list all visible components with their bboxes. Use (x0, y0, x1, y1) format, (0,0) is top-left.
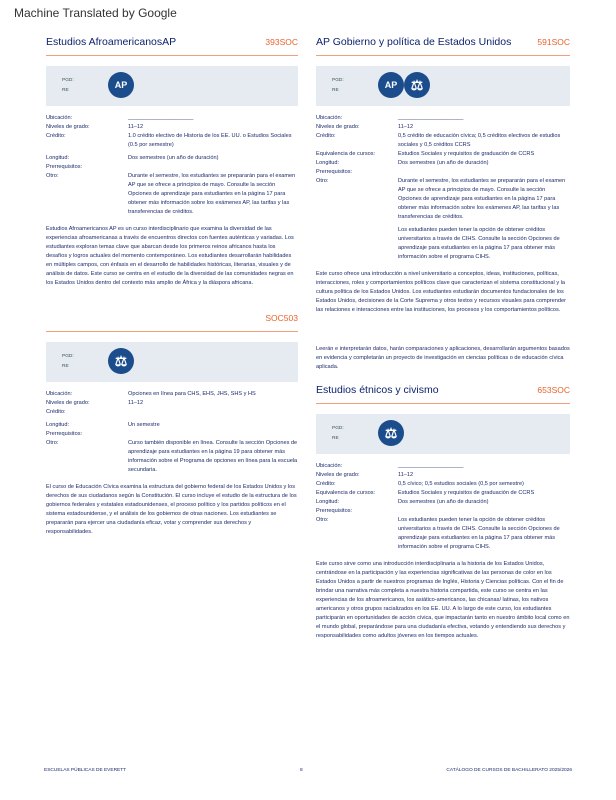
course-header (316, 386, 570, 400)
course-code: SOC503 (265, 313, 298, 323)
detail-row: Niveles de grado: 11–12 (316, 124, 414, 130)
course-header (46, 38, 298, 52)
footer-district: ESCUELAS PÚBLICAS DE EVERETT (44, 768, 127, 773)
detail-row: Crédito: 1.0 crédito electivo de Historia de los EE. UU. o Estudios Sociales (0.5 por semestre) (46, 133, 292, 148)
detail-row: Prerrequisitos: (316, 169, 353, 175)
course-description: Este curso ofrece una introducción a nivel universitario a conceptos, ideas, instituciones, políticas, interacciones, roles y comportamientos políticos clave que caracterizan el sistema constitucional y la cultura política de los Estados Unidos. Los estudiantes estudiarán documentos fundacionales de los Estados Unidos, decisiones de la Corte Suprema y otros textos y recursos visuales para comprender las relaciones e interacciones entre las instituciones, los procesos y los comportamientos políticos. (316, 271, 566, 313)
detail-row: Longitud: Dos semestres (un año de duración) (316, 499, 489, 505)
course-header (316, 38, 570, 52)
ap-badge-icon: AP (378, 72, 404, 98)
course-details (316, 462, 570, 552)
machine-translation-banner: Machine Translated by Google (0, 0, 616, 22)
detail-row: Niveles de grado: 11–12 (46, 124, 144, 130)
course-code: 393SOC (265, 37, 298, 47)
civics-badge-icon: ⚖ (108, 348, 134, 374)
header-rule (46, 55, 298, 56)
right-column (316, 38, 570, 641)
detail-row: Prerrequisitos: (316, 508, 353, 514)
course-title: Estudios AfroamericanosAP (46, 36, 177, 48)
course-description: El curso de Educación Cívica examina la estructura del gobierno federal de los Estados Unidos y los derechos de sus ciudadanos según la Constitución. El curso incluye el estudio de la estructura de los gobiernos federales y estatales estadounidenses, el proceso político y los partidos políticos en el sistema estadounidense, y el análisis de los gobiernos de otras naciones. Los estudiantes se prepararán para ejercer una ciudadanía eficaz, votar y comprender sus derechos y responsabilidades. (46, 484, 297, 535)
header-rule (316, 55, 570, 56)
detail-row: Equivalencia de cursos: Estudios Sociales y requisitos de graduación de CCRS (316, 490, 535, 496)
detail-row: Ubicación: Opciones en línea para CHS, EHS, JHS, SHS y HS (46, 391, 256, 397)
panel-label-re: RE (62, 364, 69, 369)
footer-catalog-title: CATÁLOGO DE CURSOS DE BACHILLERATO 2025/2026 (446, 768, 572, 773)
detail-row: Longitud: Dos semestres (un año de duración) (316, 160, 489, 166)
header-rule (46, 331, 298, 332)
left-column (46, 38, 298, 537)
detail-row: Niveles de grado: 11–12 (316, 472, 414, 478)
detail-row: Otro: Curso también disponible en línea. Consulte la sección Opciones de aprendizaje para estudiantes en la página 19 para obtener más información sobre el Programa de opciones en línea para la escuela secundaria. (46, 440, 298, 473)
panel-label-pgd: PGD: (62, 354, 74, 359)
course-code: 653SOC (537, 385, 570, 395)
detail-row: Otro: Durante el semestre, los estudiantes se prepararán para el examen AP que se ofrece a principios de mayo. Consulte la sección Opciones de aprendizaje para estudiantes en la página 17 para obtener más información sobre los exámenes AP, las tarifas y las transferencias de créditos. (46, 173, 296, 215)
course-details (316, 114, 570, 262)
detail-row: Crédito: 0,5 cívico; 0,5 estudios sociales (0,5 por semestre) (316, 481, 524, 487)
course-details (46, 390, 298, 475)
footer-page-number: 8 (300, 768, 303, 773)
course-code: 591SOC (537, 37, 570, 47)
course-description: Estudios Afroamericanos AP es un curso interdisciplinario que examina la diversidad de las experiencias afroamericanas a través de encuentros directos con fuentes auténticas y variadas. Los estudiantes exploran temas clave que abarcan desde los primeros reinos africanos hasta los desafíos y logros actuales del momento contemporáneo. Los estudiantes desarrollarán habilidades en múltiples campos, con énfasis en el desarrollo de habilidades históricas, literarias, visuales y de análisis de datos. Este curso se centra en el estudio de la diversidad de las comunidades negras en los Estados Unidos dentro del contexto más amplio de África y la diáspora africana. (46, 226, 294, 286)
detail-row: Otro: Los estudiantes pueden tener la opción de obtener créditos universitarios a través de CIHS. Consulte la sección Opciones de aprendizaje para estudiantes en la página 17 para obtener más información sobre el programa CIHS. (316, 517, 560, 550)
detail-row: Niveles de grado: 11–12 (46, 400, 144, 406)
panel-label-pgd: PGD: (332, 426, 344, 431)
course-details (46, 114, 298, 217)
course-info-panel (316, 414, 570, 454)
header-rule (316, 403, 570, 404)
ap-badge-icon: AP (108, 72, 134, 98)
detail-row: Los estudiantes pueden tener la opción de obtener créditos universitarios a través de CIHS. Consulte la sección Opciones de aprendizaje para estudiantes en la página 17 para obtener más información sobre el programa CIHS. (398, 227, 560, 260)
course-info-panel (316, 66, 570, 106)
panel-label-re: RE (62, 88, 69, 93)
course-info-panel (46, 342, 298, 382)
detail-row: Longitud: Un semestre (46, 422, 160, 428)
course-title: Estudios étnicos y civismo (316, 384, 439, 396)
course-info-panel (46, 66, 298, 106)
panel-label-re: RE (332, 88, 339, 93)
panel-label-pgd: PGD: (62, 78, 74, 83)
detail-row: Prerrequisitos: (46, 431, 83, 437)
detail-row: Prerrequisitos: (46, 164, 83, 170)
detail-row: Otro: Durante el semestre, los estudiantes se prepararán para el examen AP que se ofrece a principios de mayo. Consulte la sección Opciones de aprendizaje para estudiantes en la página 17 para obtener más información sobre los exámenes AP, las tarifas y las transferencias de créditos. (316, 178, 566, 220)
detail-row: Equivalencia de cursos: Estudios Sociales y requisitos de graduación de CCRS (316, 151, 535, 157)
panel-label-re: RE (332, 436, 339, 441)
detail-row: Longitud: Dos semestres (un año de duración) (46, 155, 219, 161)
course-description: Este curso sirve como una introducción interdisciplinaria a la historia de los Estados Unidos, centrándose en la participación y las experiencias significativas de las personas de color en los Estados Unidos a partir de nuestros programas de Inglés, Historia y Ciencias políticas. Con el fin de brindar una narrativa más completa a nuestra historia compartida, este curso se centra en las experiencias de los afroamericanos, los asiático-americanos, las chicanas/ latinas, los nativos americanos y otros grupos racializados en los EE. UU. A lo largo de este curso, los estudiantes participarán en oportunidades de acción cívica, que impactarán tanto en nuestro ámbito local como en el mundo global, preparándose para una ciudadanía efectiva, votando y entendiendo sus derechos y responsabilidades como adultos jóvenes en los tiempos actuales. (316, 561, 570, 639)
detail-row: Ubicación: _____________________ (316, 115, 464, 121)
course-title: AP Gobierno y política de Estados Unidos (316, 36, 512, 48)
course-description-continued: Leerán e interpretarán datos, harán comparaciones y aplicaciones, desarrollarán argumentos basados en evidencia y completarán un proyecto de investigación en ciencias políticas o de educación cívica aplicada. (316, 346, 570, 370)
detail-row: Crédito: (46, 409, 66, 415)
civics-badge-icon: ⚖ (404, 72, 430, 98)
civics-badge-icon: ⚖ (378, 420, 404, 446)
panel-label-pgd: PGD: (332, 78, 344, 83)
detail-row: Ubicación: _____________________ (316, 463, 464, 469)
detail-row: Ubicación: _____________________ (46, 115, 194, 121)
detail-row: Crédito: 0,5 crédito de educación cívica; 0,5 créditos electivos de estudios sociales y 0,5 créditos CCRS (316, 133, 561, 148)
course-header (46, 314, 298, 328)
